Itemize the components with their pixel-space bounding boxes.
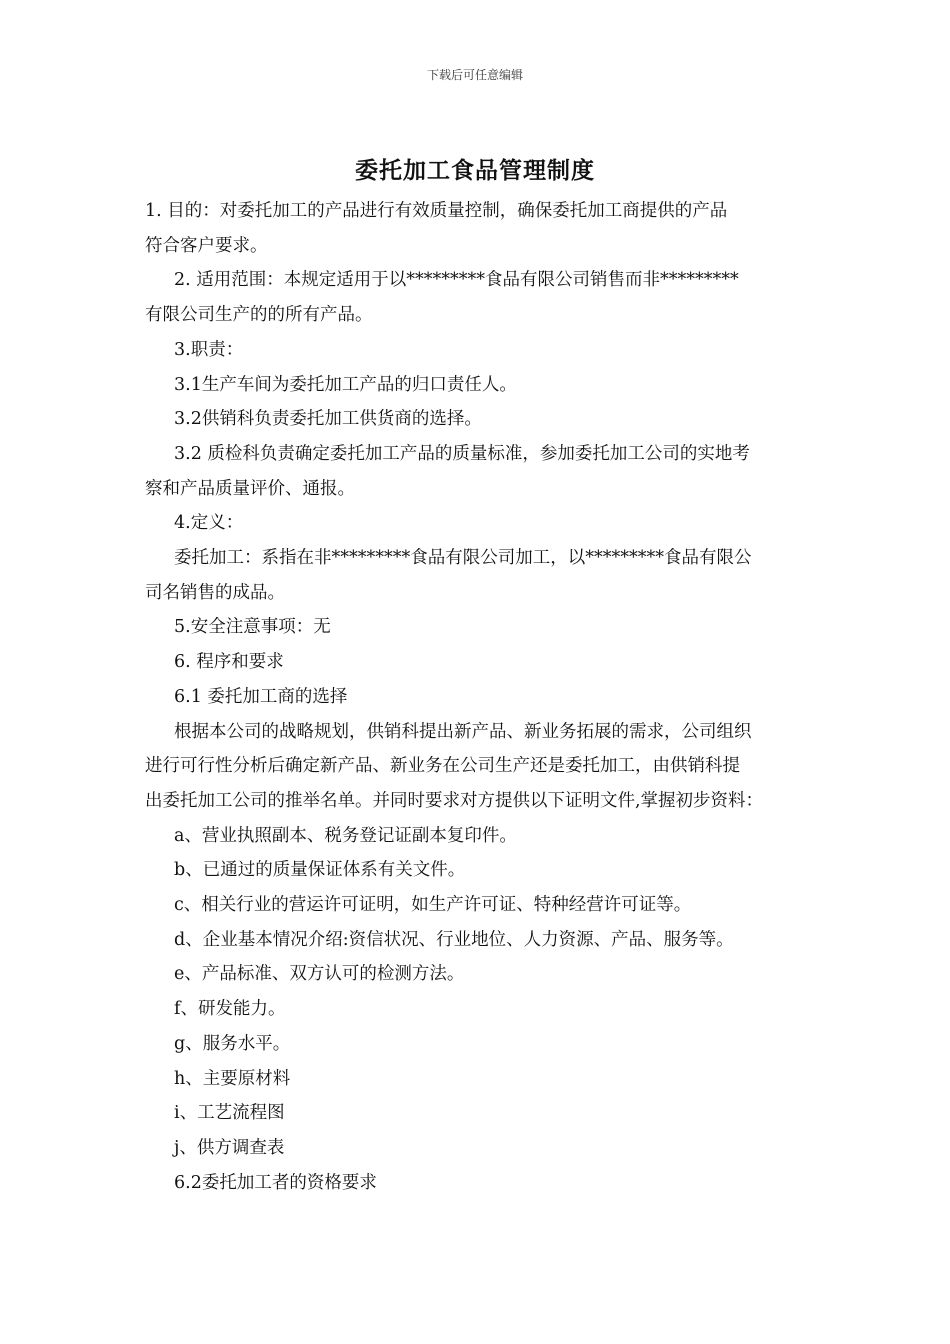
document-title: 委托加工食品管理制度 [355,157,595,184]
list-item: g、服务水平。 [174,1033,291,1054]
section-6-1-body-line-3: 出委托加工公司的推举名单。并同时要求对方提供以下证明文件,掌握初步资料： [145,790,764,811]
definition-line-2: 司名销售的成品。 [145,582,285,603]
list-item: e、产品标准、双方认可的检测方法。 [174,964,465,985]
section-6-2-heading: 6.2委托加工者的资格要求 [174,1172,377,1193]
responsibility-3-2-b-line-2: 察和产品质量评价、通报。 [145,478,355,499]
responsibility-3-1: 3.1生产车间为委托加工产品的归口责任人。 [174,374,517,395]
definition-line-1: 委托加工：系指在非*********食品有限公司加工，以*********食品有限公 [174,548,752,569]
scope-line-1: 2. 适用范围：本规定适用于以*********食品有限公司销售而非********* [174,270,739,291]
list-item: j、供方调查表 [174,1137,285,1158]
responsibility-3-2-b-line-1: 3.2 质检科负责确定委托加工产品的质量标准，参加委托加工公司的实地考 [174,443,750,464]
definition-heading: 4.定义： [174,513,244,534]
list-item: a、营业执照副本、税务登记证副本复印件。 [174,825,517,846]
responsibility-3-2-a: 3.2供销科负责委托加工供货商的选择。 [174,409,482,430]
scope-line-2: 有限公司生产的的所有产品。 [145,305,373,326]
purpose-line-1: 1. 目的：对委托加工的产品进行有效质量控制，确保委托加工商提供的产品 [145,201,728,221]
list-item: b、已通过的质量保证体系有关文件。 [174,860,466,881]
list-item: d、企业基本情况介绍:资信状况、行业地位、人力资源、产品、服务等。 [174,929,734,950]
header-note: 下载后可任意编辑 [426,68,523,82]
list-item: i、工艺流程图 [174,1103,285,1124]
document-body [145,194,813,1200]
list-item: h、主要原材料 [174,1068,291,1089]
purpose-line-2: 符合客户要求。 [145,235,268,256]
responsibility-heading: 3.职责： [174,339,244,360]
list-item: f、研发能力。 [174,999,286,1020]
list-item: c、相关行业的营运许可证明，如生产许可证、特种经营许可证等。 [174,895,692,916]
section-6-1-body-line-1: 根据本公司的战略规划，供销科提出新产品、新业务拓展的需求，公司组织 [174,721,752,742]
safety-notes: 5.安全注意事项：无 [174,617,331,638]
section-6-1-body-line-2: 进行可行性分析后确定新产品、新业务在公司生产还是委托加工，由供销科提 [145,756,740,777]
section-6-1-heading: 6.1 委托加工商的选择 [174,686,348,707]
procedure-heading: 6. 程序和要求 [174,652,284,673]
